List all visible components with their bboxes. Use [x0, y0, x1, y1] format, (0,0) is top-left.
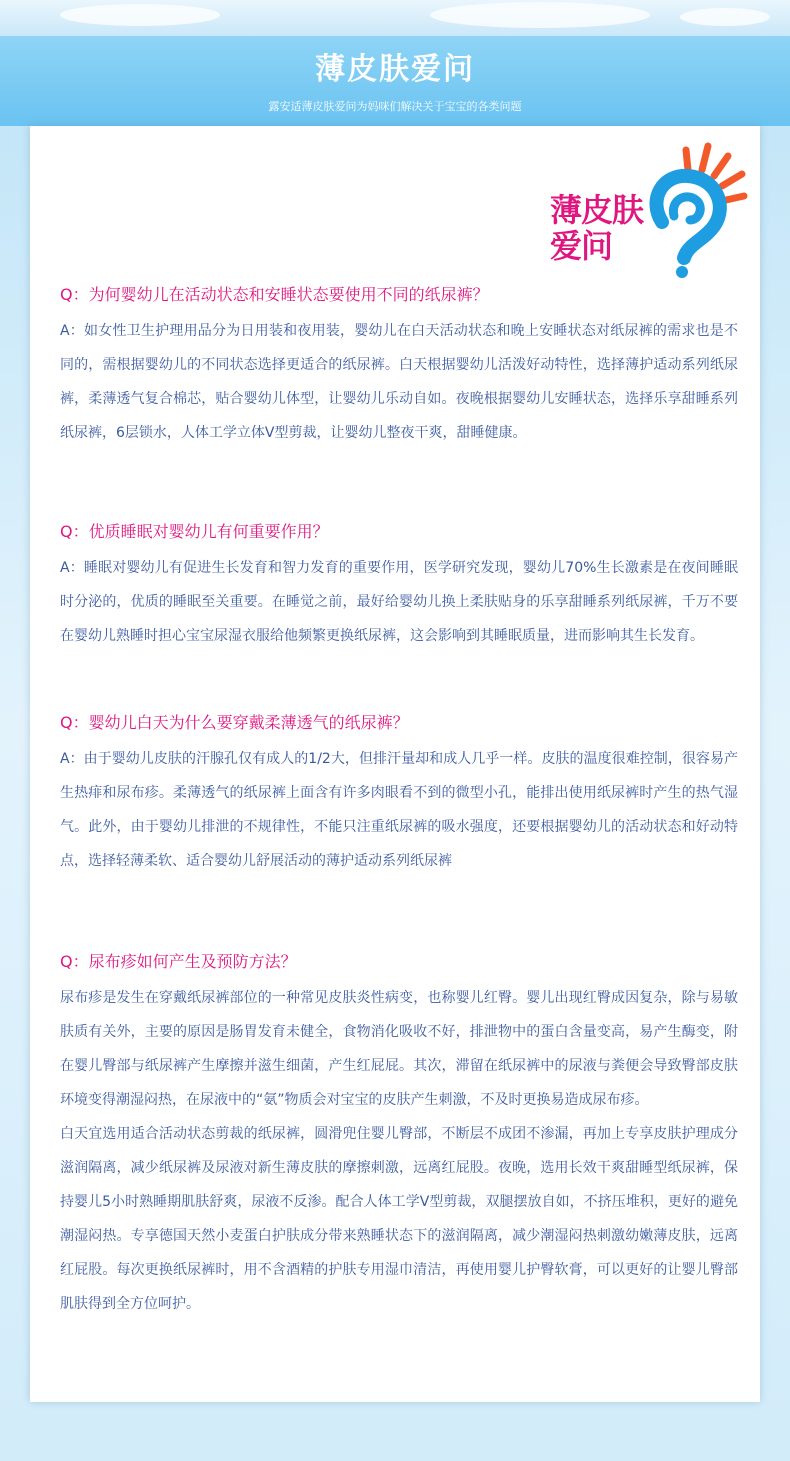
qa-item-1 — [60, 284, 738, 450]
page-title: 薄皮肤爱问 — [315, 52, 475, 87]
qa-item-3 — [60, 712, 738, 878]
question-text: Q：为何婴幼儿在活动状态和安睡状态要使用不同的纸尿裤？ — [60, 285, 489, 304]
qa-item-4 — [60, 951, 738, 1321]
answer-text: A：由于婴幼儿皮肤的汗腺孔仅有成人的1/2大，但排汗量却和成人几乎一样。皮肤的温度很难控制，很容易产生热痱和尿布疹。柔薄透气的纸尿裤上面含有许多肉眼看不到的微型小孔，能排出使用纸尿裤时产生的热气湿气。此外，由于婴幼儿排泄的不规律性，不能只注重纸尿裤的吸水强度，还要根据婴幼儿的活动状态和好动特点，选择轻薄柔软、适合婴幼儿舒展活动的薄护适动系列纸尿裤 — [60, 751, 738, 869]
answer-text: A：如女性卫生护理用品分为日用装和夜用装，婴幼儿在白天活动状态和晚上安睡状态对纸尿裤的需求也是不同的，需根据婴幼儿的不同状态选择更适合的纸尿裤。白天根据婴幼儿活泼好动特性，选择薄护适动系列纸尿裤，柔薄透气复合棉芯，贴合婴幼儿体型，让婴幼儿乐动自如。夜晚根据婴幼儿安睡状态，选择乐享甜睡系列纸尿裤，6层锁水，人体工学立体V型剪裁，让婴幼儿整夜干爽，甜睡健康。 — [60, 323, 738, 441]
question-text: Q：尿布疹如何产生及预防方法？ — [60, 952, 297, 971]
answer-text: 尿布疹是发生在穿戴纸尿裤部位的一种常见皮肤炎性病变，也称婴儿红臀。婴儿出现红臀成因复杂，除与易敏肤质有关外，主要的原因是肠胃发育未健全，食物消化吸收不好，排泄物中的蛋白含量变高，易产生酶变，附在婴儿臀部与纸尿裤产生摩擦并滋生细菌，产生红屁屁。其次，滞留在纸尿裤中的尿液与粪便会导致臀部皮肤环境变得潮湿闷热，在尿液中的“氨”物质会对宝宝的皮肤产生刺激，不及时更换易造成尿布疹。 — [60, 990, 738, 1108]
page-subtitle: 露安适薄皮肤爱问为妈咪们解决关于宝宝的各类问题 — [268, 100, 522, 113]
cloud-decoration — [430, 2, 650, 28]
cloud-decoration — [680, 8, 770, 26]
answer-text: 白天宜选用适合活动状态剪裁的纸尿裤，圆滑兜住婴儿臀部，不断层不成团不渗漏，再加上专享皮肤护理成分滋润隔离，减少纸尿裤及尿液对新生薄皮肤的摩擦刺激，远离红屁股。夜晚，选用长效干爽甜睡型纸尿裤，保持婴儿5小时熟睡期肌肤舒爽，尿液不反渗。配合人体工学V型剪裁，双腿摆放自如，不挤压堆积，更好的避免潮湿闷热。专享德国天然小麦蛋白护肤成分带来熟睡状态下的滋润隔离，减少潮湿闷热刺激幼嫩薄皮肤，远离红屁股。每次更换纸尿裤时，用不含酒精的护肤专用湿巾清洁，再使用婴儿护臀软膏，可以更好的让婴儿臀部肌肤得到全方位呵护。 — [60, 1126, 738, 1312]
logo-line-2: 爱问 — [550, 227, 613, 265]
cloud-decoration — [60, 4, 220, 26]
brand-logo — [540, 140, 750, 280]
question-text: Q：优质睡眠对婴幼儿有何重要作用？ — [60, 522, 329, 541]
qa-item-2 — [60, 521, 738, 653]
sky-background — [0, 0, 790, 40]
question-text: Q：婴幼儿白天为什么要穿戴柔薄透气的纸尿裤？ — [60, 713, 409, 732]
logo-line-1: 薄皮肤 — [550, 191, 644, 229]
logo-text — [550, 192, 643, 264]
answer-text: A：睡眠对婴幼儿有促进生长发育和智力发育的重要作用，医学研究发现，婴幼儿70%生长激素是在夜间睡眠时分泌的，优质的睡眠至关重要。在睡觉之前，最好给婴幼儿换上柔肤贴身的乐享甜睡系列纸尿裤，千万不要在婴幼儿熟睡时担心宝宝尿湿衣服给他频繁更换纸尿裤，这会影响到其睡眠质量，进而影响其生长发育。 — [60, 560, 738, 644]
question-mark-sun-icon — [640, 140, 750, 280]
header-banner — [0, 36, 790, 126]
